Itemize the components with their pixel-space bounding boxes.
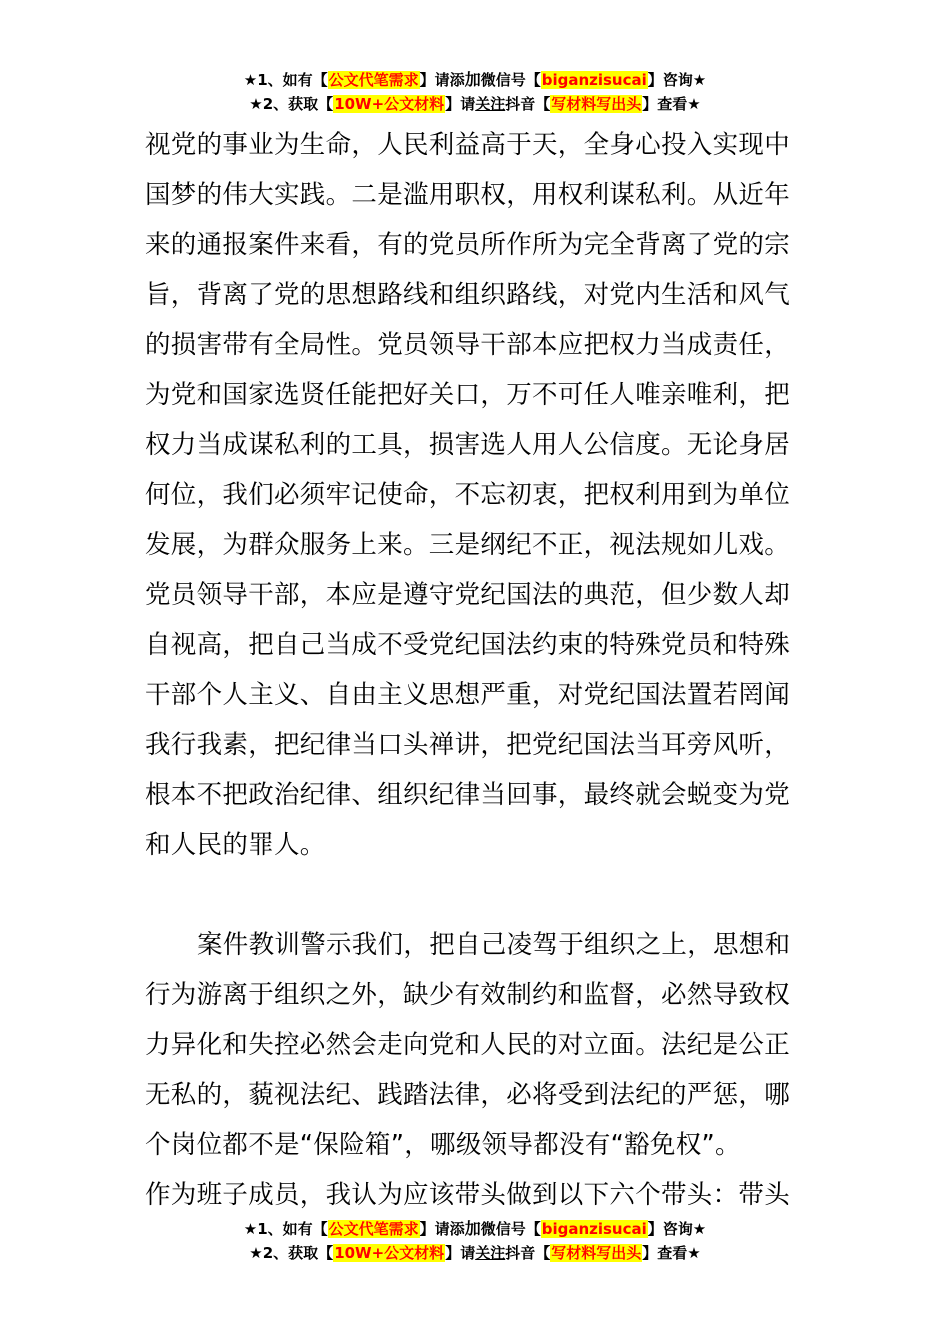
- banner-text: ★2、获取【: [249, 95, 334, 113]
- paragraph-1: [145, 120, 810, 870]
- top-banner: [0, 68, 950, 116]
- paragraph-2: [145, 920, 810, 1220]
- text-line: 为党和国家选贤任能把好关口，万不可任人唯亲唯利，把: [145, 380, 791, 410]
- text-line: 行为游离于组织之外，缺少有效制约和监督，必然导致权: [145, 980, 791, 1010]
- banner-text: 】查看★: [642, 95, 701, 113]
- text-line: 旨，背离了党的思想路线和组织路线，对党内生活和风气: [145, 280, 791, 310]
- banner-line-2: [0, 92, 950, 116]
- banner-text: 】请: [445, 1244, 476, 1262]
- banner-highlight: 公文代笔需求: [328, 71, 419, 89]
- banner-text: 微信号【: [480, 71, 541, 89]
- text-line: 来的通报案件来看，有的党员所作所为完全背离了党的宗: [145, 230, 791, 260]
- banner-text: 微信号【: [480, 1220, 541, 1238]
- text-line: 自视高，把自己当成不受党纪国法约束的特殊党员和特殊: [145, 630, 791, 660]
- banner-highlight: 10W+公文材料: [334, 1244, 445, 1262]
- banner-text: 】咨询★: [647, 71, 707, 89]
- banner-highlight: 10W+公文材料: [334, 95, 445, 113]
- document-body: [145, 120, 810, 1220]
- text-line: 国梦的伟大实践。二是滥用职权，用权利谋私利。从近年: [145, 180, 791, 210]
- text-line: 作为班子成员，我认为应该带头做到以下六个带头：带头: [145, 1180, 791, 1210]
- text-line: 干部个人主义、自由主义思想严重，对党纪国法置若罔闻: [145, 680, 791, 710]
- banner-text: 】咨询★: [647, 1220, 707, 1238]
- banner-underlined-word: 关注: [475, 1244, 506, 1262]
- text-line: 何位，我们必须牢记使命，不忘初衷，把权利用到为单位: [145, 480, 791, 510]
- paragraph-spacer: [145, 870, 810, 920]
- banner-highlight: 写材料写出头: [551, 95, 642, 113]
- banner-underlined-word: 关注: [475, 95, 506, 113]
- banner-highlight: 写材料写出头: [551, 1244, 642, 1262]
- text-line: 视党的事业为生命，人民利益高于天，全身心投入实现中: [145, 130, 791, 160]
- banner-text: ★2、获取【: [249, 1244, 334, 1262]
- banner-text: 抖音【: [505, 95, 551, 113]
- text-line: 案件教训警示我们，把自己凌驾于组织之上，思想和: [197, 930, 791, 960]
- banner-bold-word: 加: [464, 70, 481, 89]
- text-line: 的损害带有全局性。党员领导干部本应把权力当成责任，: [145, 330, 791, 360]
- text-line: 根本不把政治纪律、组织纪律当回事，最终就会蜕变为党: [145, 780, 791, 810]
- text-line: 发展，为群众服务上来。三是纲纪不正，视法规如儿戏。: [145, 530, 791, 560]
- banner-text: 】请: [445, 95, 476, 113]
- text-line: 党员领导干部，本应是遵守党纪国法的典范，但少数人却: [145, 580, 791, 610]
- bottom-banner: [0, 1217, 950, 1265]
- banner-line-1: [0, 1217, 950, 1241]
- banner-text: 】查看★: [642, 1244, 701, 1262]
- banner-highlight: biganzisucai: [541, 1220, 647, 1238]
- banner-line-2: [0, 1241, 950, 1265]
- text-line: 个岗位都不是“保险箱”，哪级领导都没有“豁免权”。: [145, 1130, 741, 1160]
- banner-text: 】请添: [419, 1220, 465, 1238]
- banner-text: ★1、如有【: [243, 1220, 328, 1238]
- banner-highlight: biganzisucai: [541, 71, 647, 89]
- banner-text: 】请添: [419, 71, 465, 89]
- banner-text: ★1、如有【: [243, 71, 328, 89]
- banner-line-1: [0, 68, 950, 92]
- text-line: 和人民的罪人。: [145, 830, 326, 860]
- text-line: 无私的，藐视法纪、践踏法律，必将受到法纪的严惩，哪: [145, 1080, 791, 1110]
- text-line: 我行我素，把纪律当口头禅讲，把党纪国法当耳旁风听，: [145, 730, 791, 760]
- banner-text: 抖音【: [505, 1244, 551, 1262]
- banner-highlight: 公文代笔需求: [328, 1220, 419, 1238]
- text-line: 力异化和失控必然会走向党和人民的对立面。法纪是公正: [145, 1030, 791, 1060]
- banner-bold-word: 加: [464, 1219, 481, 1238]
- text-line: 权力当成谋私利的工具，损害选人用人公信度。无论身居: [145, 430, 791, 460]
